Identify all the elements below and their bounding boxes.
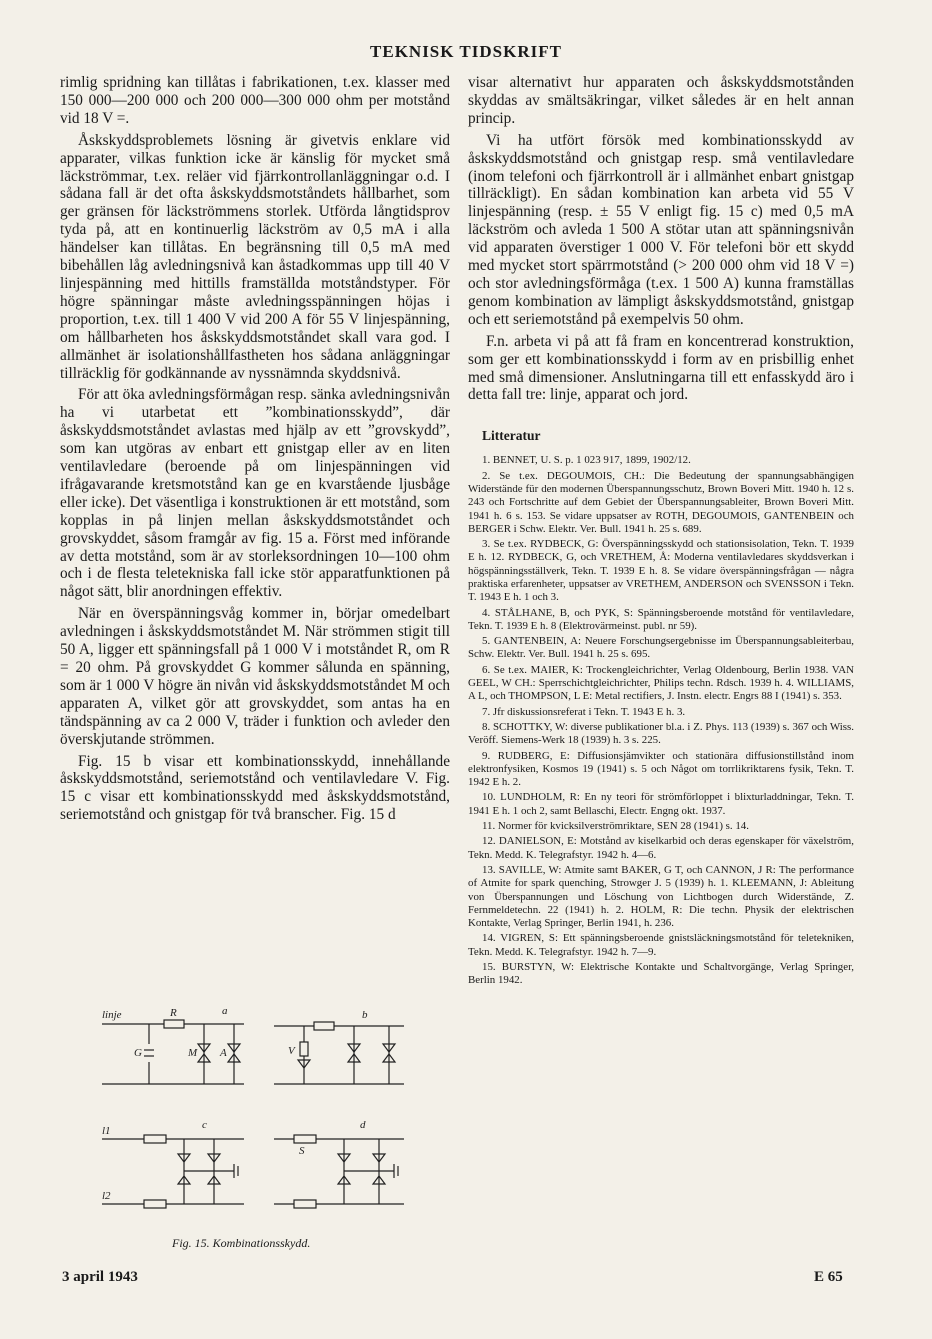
label-d: d xyxy=(360,1119,366,1131)
page-number: E 65 xyxy=(814,1269,843,1285)
journal-header: TEKNISK TIDSKRIFT xyxy=(370,42,562,61)
reference-item: 1. BENNET, U. S. p. 1 023 917, 1899, 1902/12. xyxy=(482,454,691,467)
paragraph: visar alternativt hur apparaten och åskskyddsmotstånden skyddas av smältsäkringar, vilket således är en helt annan princip. xyxy=(468,74,854,127)
footer-date: 3 april 1943 xyxy=(62,1269,138,1285)
label-linje: linje xyxy=(102,1009,122,1021)
label-v: V xyxy=(288,1045,295,1057)
literature-heading: Litteratur xyxy=(482,428,541,444)
reference-item: 11. Normer för kvicksilverströmriktare, SEN 28 (1941) s. 14. xyxy=(482,820,749,833)
reference-item: 15. BURSTYN, W: Elektrische Kontakte und Schaltvorgänge, Verlag Springer, Berlin 1942. xyxy=(468,961,854,987)
reference-item: 7. Jfr diskussionsreferat i Tekn. T. 1943 E h. 3. xyxy=(482,705,686,718)
reference-item: 4. STÅLHANE, B, och PYK, S: Spänningsberoende motstånd för ventilavledare, Tekn. T. 1939 E h. 8 (Elektrovärmeinst. publ. nr 59). xyxy=(468,606,854,632)
label-g: G xyxy=(134,1047,142,1059)
figure-caption: Fig. 15. Kombinationsskydd. xyxy=(172,1236,311,1250)
reference-item: 3. Se t.ex. RYDBECK, G: Överspänningsskydd och stationsisolation, Tekn. T. 1939 E h. 12. RYDBECK, G, och VRETHEM, Å: Moderna ventilavledares skyddsverkan i högspänningsställverk, Tekn. T. 1939 E h. 8. Se vidare överspänningsfrågan — några praktiska erfarenheter, uppsatser av VRETHEM, ANDERSON och SVENSSON i Tekn. T. 1943 E h. 1 och 3. xyxy=(468,538,854,604)
label-a: a xyxy=(222,1005,228,1017)
label-c: c xyxy=(202,1119,207,1131)
paragraph: Åskskyddsproblemets lösning är givetvis enklare vid apparater, vilkas funktion icke är känslig för mycket små läckströmmar, t.ex. reläer vid fjärrkontrollanläggningar o.d. I sådana fall är det ofta åskskyddsmotståndets hållbarhet, som ger gränsen för läckströmmens storlek. Utförda långtidsprov tyda på, att en kontinuerlig läckström av 0,5 mA i alla händelser kan tillåtas. En begränsning till 0,5 mA med bibehållen låg avledningsnivå kan åstadkommas upp till 40 V linjespänning med hittills framställda motståndstyper. För högre spänningar måste avledningsspänningen höjas i proportion, t.ex. till 1 400 V vid 200 A för 55 V linjespänning, om hållbarheten hos åskskyddsmotståndet skall vara god. I allmänhet är isolationshållfastheten hos sådana anläggningar tillräcklig för godkännande av nyssnämnda skyddsnivå. xyxy=(60,131,450,382)
reference-list xyxy=(468,454,854,987)
paragraph: rimlig spridning kan tillåtas i fabrikationen, t.ex. klasser med 150 000—200 000 och 200 000—300 000 ohm per motstånd vid 18 V =. xyxy=(60,74,450,127)
circuit-diagram xyxy=(94,1004,414,1224)
paragraph: För att öka avledningsförmågan resp. sänka avledningsnivån ha vi utarbetat ett ”kombinationsskydd”, där åskskyddsmotståndet avlastas med hjälp av ett ”grovskydd”, som kan utgöras av enbart ett gnistgap eller av en liten ventilavledare (beroende på om linjespänningen vid ifrågavarande kretsmotstånd kan ge en kvarstående ljusbåge eller icke). Det väsentliga i konstruktionen är ett motstånd, som kopplas in på linjen mellan åskskyddsmotståndet och grovskyddet, såsom framgår av fig. 15 a. Först med införande av detta motstånd, som är av storleksordningen 10—100 ohm och i de flesta teletekniska fall icke stör apparatfunktionen på något sätt, blir anordningen effektiv. xyxy=(60,386,450,601)
reference-item: 13. SAVILLE, W: Atmite samt BAKER, G T, och CANNON, J R: The performance of Atmite for spark quenching, Strowger J. 5 (1939) h. 1. KLEEMANN, J: Ableitung von Überspannungen und Löschung von Lichtbogen durch Widerstände, Z. Fernmeldetechn. 22 (1941) h. 2. HOLM, R: Die techn. Physik der elektrischen Kontakte, Verlag Springer, Berlin 1941, h. 236. xyxy=(468,863,854,930)
reference-item: 9. RUDBERG, E: Diffusionsjämvikter och stationära diffusionstillstånd inom elektronfysiken, Kosmos 19 (1941) s. 5 och Något om torrlikriktarens fysik, Tekn. T. 1942 E h. 2. xyxy=(468,749,854,789)
label-l1: l1 xyxy=(102,1125,111,1137)
label-m: M xyxy=(188,1047,198,1059)
right-column xyxy=(468,74,854,990)
circuit-figure xyxy=(94,1004,414,1224)
left-column xyxy=(60,74,450,828)
label-b: b xyxy=(362,1009,368,1021)
label-app: A xyxy=(220,1047,227,1059)
paragraph: Vi ha utfört försök med kombinationsskydd av åskskyddsmotstånd och gnistgap resp. små ventilavledare (inom telefoni och fjärrkontroll är i allmänhet enbart gnistgap tillräckligt). En sådan kombination kan arbeta vid 55 V linjespänning (resp. ± 55 V enligt fig. 15 c) med 0,5 mA läckström och avleda 1 500 A stötar utan att spänningsnivån vid apparaten överstiger 1 000 V. För telefoni bör ett skydd med mycket stort spärrmotstånd (> 200 000 ohm vid 18 V =) och stor avledningsförmåga (t.ex. 1 500 A) kunna framställas genom kombination av lämpligt åskskyddsmotstånd, gnistgap och ett seriemotstånd på exempelvis 50 ohm. xyxy=(468,131,854,328)
reference-item: 14. VIGREN, S: Ett spänningsberoende gnistsläckningsmotstånd för teletekniken, Tekn. Medd. K. Telegrafstyr. 1942 h. 7—9. xyxy=(468,932,854,958)
label-s: S xyxy=(299,1145,305,1157)
reference-item: 6. Se t.ex. MAIER, K: Trockengleichrichter, Verlag Oldenbourg, Berlin 1938. VAN GEEL, W CH.: Sperrschichtgleichrichter, Philips techn. Rdsch. 1939 h. 4. WILLIAMS, A L, och THOMPSON, L E: Metal rectifiers, J. Instn. electr. Engrs 88 I (1941) s. 353. xyxy=(468,663,854,703)
reference-item: 10. LUNDHOLM, R: En ny teori för strömförloppet i blixturladdningar, Tekn. T. 1941 E h. 1 och 2, samt Bellaschi, Electr. Engng okt. 1937. xyxy=(468,791,854,817)
reference-item: 8. SCHOTTKY, W: diverse publikationer bl.a. i Z. Phys. 113 (1939) s. 367 och Wiss. Veröff. Siemens-Werk 18 (1939) h. 3 s. 225. xyxy=(468,720,854,747)
reference-item: 12. DANIELSON, E: Motstånd av kiselkarbid och deras egenskaper för växelström, Tekn. Medd. K. Telegrafstyr. 1942 h. 4—6. xyxy=(468,835,854,861)
paragraph: Fig. 15 b visar ett kombinationsskydd, innehållande åskskyddsmotstånd, seriemotstånd och ventilavledare V. Fig. 15 c visar ett kombinationsskydd med åskskyddsmotstånd, seriemotstånd och gnistgap för två branscher. Fig. 15 d xyxy=(60,752,450,824)
label-r: R xyxy=(170,1007,177,1019)
reference-item: 2. Se t.ex. DEGOUMOIS, CH.: Die Bedeutung der spannungsabhängigen Widerstände für den modernen Überspannungsschutz, Brown Boveri Mitt. 1940 h. 12 s. 243 och Fortschritte auf dem Gebiet der Überspannungsableiter, Brown Boveri Mitt. 1941 h. 6 s. 153. Se vidare uppsatser av ROTH, DEGOUMOIS, GANTENBEIN och BERGER i Schw. Elektr. Ver. Bull. 1941 h. 25 s. 689. xyxy=(468,469,854,535)
paragraph: F.n. arbeta vi på att få fram en koncentrerad konstruktion, som ger ett kombinationsskydd i form av en prisbillig enhet med små dimensioner. Anslutningarna till ett enfasskydd äro i detta fall tre: linje, apparat och jord. xyxy=(468,332,854,404)
reference-item: 5. GANTENBEIN, A: Neuere Forschungsergebnisse im Überspannungsableiterbau, Schw. Elektr. Ver. Bull. 1941 h. 25 s. 695. xyxy=(468,635,854,661)
paragraph: När en överspänningsvåg kommer in, börjar omedelbart avledningen i åskskyddsmotståndet M. När strömmen stigit till 50 A, ligger ett spänningsfall på 1 000 V i motståndet R, om R = 20 ohm. På grovskyddet G kommer sålunda en spänning, som är 1 000 V högre än nivån vid åskskyddsmotståndet M och apparaten A, vilket gör att grovskyddet, som antas ha en tändspänning av ca 2 000 V, träder i funktion och avleder den överskjutande strömmen. xyxy=(60,605,450,748)
label-l2: l2 xyxy=(102,1190,111,1202)
